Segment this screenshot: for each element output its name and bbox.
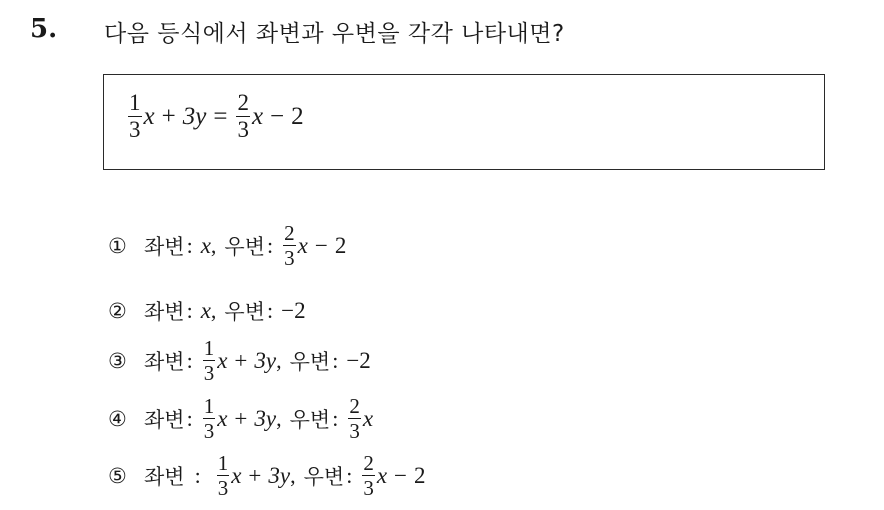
constant-2: 2 <box>291 102 304 130</box>
choice-5[interactable] <box>108 452 426 499</box>
colon: : <box>186 232 193 258</box>
fraction: $\frac{1}{3}$ <box>203 336 215 386</box>
right-side-label: 우변 <box>289 349 331 374</box>
left-side-label: 좌변 <box>144 407 185 432</box>
right-side-value: $\frac{2}{3}$ x − 2 <box>284 221 347 271</box>
variable-x: x <box>251 102 264 130</box>
right-side-label: 우변 <box>224 234 265 259</box>
choice-marker: ⑤ <box>108 463 127 488</box>
fraction: $\frac{2}{3}$ <box>363 451 374 501</box>
right-side-value: −2 <box>281 298 306 323</box>
equation-box <box>103 74 825 170</box>
left-side-value: $\frac{1}{3}$ x + 3y , <box>203 394 282 444</box>
left-side-label: 좌변 <box>144 234 185 259</box>
choice-4[interactable] <box>108 395 373 442</box>
equals-sign: = <box>213 102 228 130</box>
choice-marker: ④ <box>108 406 127 431</box>
lhs-fraction-denominator: 3 <box>129 117 141 143</box>
right-side-label: 우변 <box>224 300 265 324</box>
main-equation <box>126 91 304 142</box>
fraction: $\frac{1}{3}$ <box>217 451 229 501</box>
right-side-label: 우변 <box>289 407 331 432</box>
choice-marker: ② <box>108 299 127 323</box>
question-text: 다음 등식에서 좌변과 우변을 각각 나타내면? <box>104 21 565 47</box>
rhs-fraction <box>236 91 250 142</box>
right-side-label: 우변 <box>303 464 345 489</box>
left-side-label: 좌변 <box>144 349 185 374</box>
right-side-value: $\frac{2}{3}$ x − 2 <box>363 451 426 501</box>
term-3y: 3y <box>182 102 207 130</box>
right-side-value: −2 <box>346 347 371 373</box>
left-side-value: x , <box>200 232 217 258</box>
left-side-label: 좌변 <box>144 464 185 489</box>
colon: : <box>186 298 193 323</box>
rhs-fraction-numerator: 2 <box>237 90 249 115</box>
choice-3[interactable] <box>108 337 371 384</box>
question-number: 5. <box>30 14 58 44</box>
variable-x: x <box>143 102 155 130</box>
colon: : <box>186 405 193 431</box>
lhs-fraction <box>128 91 142 142</box>
plus-sign: + <box>161 102 176 130</box>
colon: : <box>267 232 274 258</box>
rhs-fraction-denominator: 3 <box>237 117 249 143</box>
colon: : <box>267 298 274 323</box>
left-side-value: x , <box>200 298 217 323</box>
choice-marker: ① <box>108 233 127 258</box>
minus-sign: − <box>270 102 285 130</box>
colon: : <box>194 462 201 488</box>
colon: : <box>346 462 353 488</box>
choice-1[interactable] <box>108 222 346 269</box>
right-side-value: $\frac{2}{3}$ x <box>349 394 374 444</box>
choice-2[interactable] <box>108 296 306 326</box>
choice-marker: ③ <box>108 348 127 373</box>
colon: : <box>332 347 339 373</box>
left-side-value: $\frac{1}{3}$ x + 3y , <box>217 451 296 501</box>
fraction: $\frac{1}{3}$ <box>203 394 215 444</box>
lhs-fraction-numerator: 1 <box>129 90 141 115</box>
left-side-value: $\frac{1}{3}$ x + 3y , <box>203 336 282 386</box>
colon: : <box>332 405 339 431</box>
colon: : <box>186 347 193 373</box>
fraction: $\frac{2}{3}$ <box>349 394 360 444</box>
fraction: $\frac{2}{3}$ <box>284 221 295 271</box>
left-side-label: 좌변 <box>144 300 185 324</box>
